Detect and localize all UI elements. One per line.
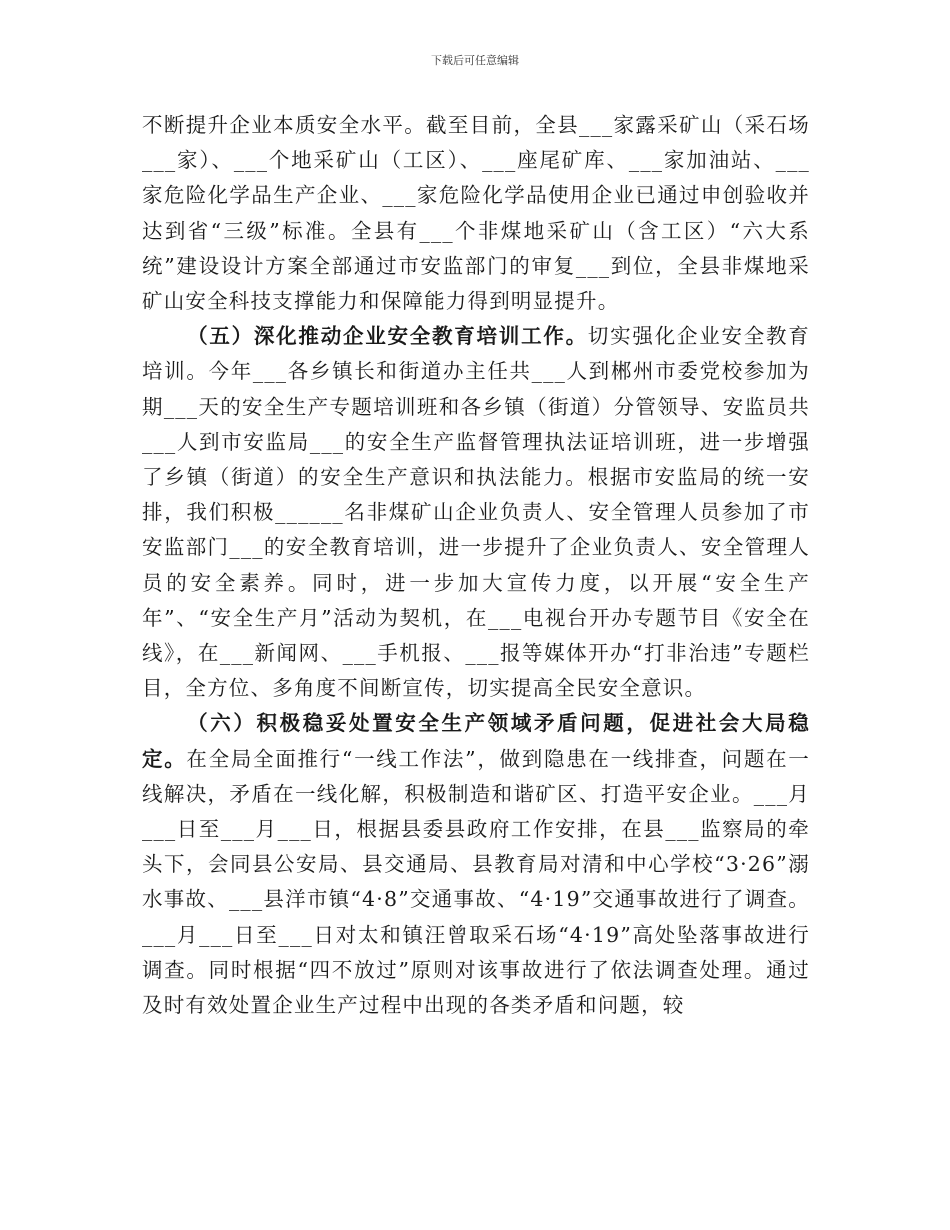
section-heading-6: （六）积极稳妥处置安全生产领域矛盾问题，促进社会大局稳定。 xyxy=(142,711,810,771)
section-heading-5: （五）深化推动企业安全教育培训工作。 xyxy=(187,324,588,349)
paragraph-text: 在全局全面推行“一线工作法”，做到隐患在一线排查，问题在一线解决，矛盾在一线化解，积极制造和谐矿区、打造平安企业。___月___日至___月___日，根据县委县政府工作安排，在县___监察局的牵头下，会同县公安局、县交通局、县教育局对清和中心学校“3·26”溺水事故、___县洋市镇“4·8”交通事故、“4·19”交通事故进行了调查。___月___日至___日对太和镇汪曾取采石场“4·19”高处坠落事故进行调查。同时根据“四不放过”原则对该事故进行了依法调查处理。通过及时有效处置企业生产过程中出现的各类矛盾和问题，较 xyxy=(142,746,810,1018)
paragraph-section-5 xyxy=(142,319,810,706)
paragraph-text: 切实强化企业安全教育培训。今年___各乡镇长和街道办主任共___人到郴州市委党校参加为期___天的安全生产专题培训班和各乡镇（街道）分管领导、安监员共___人到市安监局___的安全生产监督管理执法证培训班，进一步增强了乡镇（街道）的安全生产意识和执法能力。根据市安监局的统一安排，我们积极______名非煤矿山企业负责人、安全管理人员参加了市安监部门___的安全教育培训，进一步提升了企业负责人、安全管理人员的安全素养。同时，进一步加大宣传力度，以开展“安全生产年”、“安全生产月”活动为契机，在___电视台开办专题节目《安全在线》，在___新闻网、___手机报、___报等媒体开办“打非治违”专题栏目，全方位、多角度不间断宣传，切实提高全民安全意识。 xyxy=(142,324,810,701)
paragraph-section-6 xyxy=(142,706,810,1023)
paragraph-text: 不断提升企业本质安全水平。截至目前，全县___家露采矿山（采石场___家）、___个地采矿山（工区）、___座尾矿库、___家加油站、___家危险化学品生产企业、___家危险化学品使用企业已通过申创验收并达到省“三级”标准。全县有___个非煤地采矿山（含工区）“六大系统”建设设计方案全部通过市安监部门的审复___到位，全县非煤地采矿山安全科技支撑能力和保障能力得到明显提升。 xyxy=(142,113,810,314)
paragraph-continuation xyxy=(142,108,810,319)
page-header: 下载后可任意编辑 xyxy=(431,54,519,67)
document-body xyxy=(142,108,810,1023)
